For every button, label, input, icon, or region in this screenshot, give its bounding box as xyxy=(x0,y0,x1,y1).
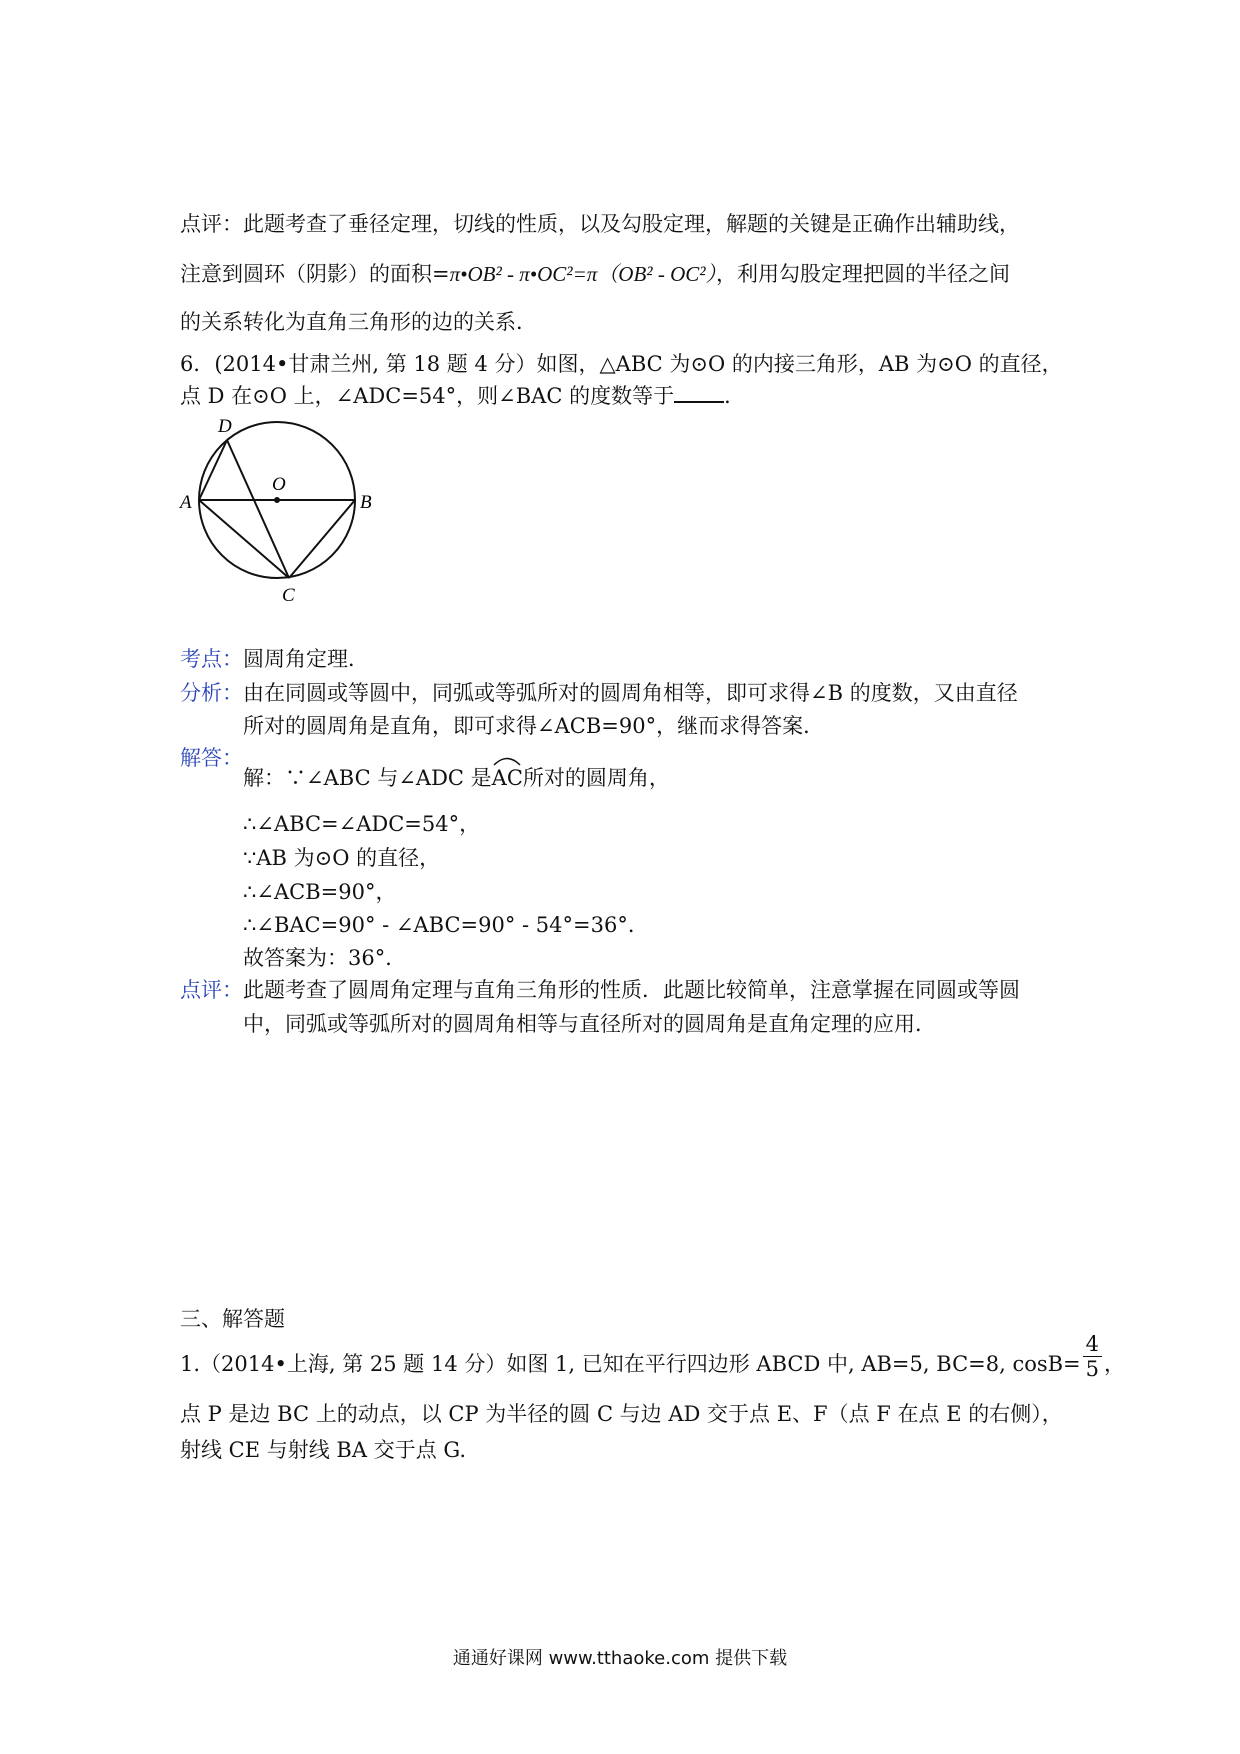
circle-figure xyxy=(172,418,392,608)
review-line-2-text-a: 注意到圆环（阴影）的面积= xyxy=(180,262,450,286)
jieda-label: 解答： xyxy=(180,746,243,770)
solution-line-1-text-b: 所对的圆周角， xyxy=(522,766,670,790)
label-c: C xyxy=(282,585,295,606)
solution-line-5: ∴∠BAC=90° - ∠ABC=90° - 54°=36°． xyxy=(243,913,649,937)
fenxi-line-2: 所对的圆周角是直角，即可求得∠ACB=90°，继而求得答案． xyxy=(243,714,825,738)
review-line-2 xyxy=(180,260,1010,288)
p1-line-1-text-b: ， xyxy=(1104,1352,1126,1376)
solution-line-3: ∵AB 为⊙O 的直径， xyxy=(243,846,441,870)
segment-da xyxy=(199,440,227,500)
solution-line-1-text-a: 解：∵∠ABC 与∠ADC 是 xyxy=(243,766,492,790)
solution-line-1 xyxy=(243,764,670,792)
area-formula: π•OB² - π•OC²=π（OB² - OC²） xyxy=(449,262,717,286)
dianping-line-1: 此题考查了圆周角定理与直角三角形的性质．此题比较简单，注意掌握在同圆或等圆 xyxy=(243,978,1020,1002)
p1-line-1-text-a: 1.（2014•上海, 第 25 题 14 分）如图 1, 已知在平行四边形 ABCD 中, AB=5, BC=8, cosB= xyxy=(180,1352,1081,1376)
dianping-label: 点评： xyxy=(180,978,243,1002)
fenxi-line-1: 由在同圆或等圆中，同弧或等弧所对的圆周角相等，即可求得∠B 的度数，又由直径 xyxy=(243,681,1018,705)
kaodian-label: 考点： xyxy=(180,647,243,671)
fraction-denominator: 5 xyxy=(1085,1357,1100,1381)
cosb-fraction xyxy=(1083,1332,1102,1381)
problem-6-line-2-end: ． xyxy=(724,384,746,408)
section-3-title: 三、解答题 xyxy=(180,1307,285,1331)
label-o: O xyxy=(272,474,286,495)
label-d: D xyxy=(218,418,232,437)
arc-icon xyxy=(492,754,522,766)
kaodian-text: 圆周角定理． xyxy=(243,647,369,671)
dianping-line-2: 中，同弧或等弧所对的圆周角相等与直径所对的圆周角是直角定理的应用． xyxy=(243,1012,936,1036)
kaodian-row xyxy=(180,645,369,673)
review-line-1: 点评：此题考查了垂径定理，切线的性质，以及勾股定理，解题的关键是正确作出辅助线， xyxy=(180,212,1020,236)
problem-6-line-2 xyxy=(180,382,745,410)
segment-dc xyxy=(227,440,289,578)
center-point-o xyxy=(274,497,280,503)
fraction-numerator: 4 xyxy=(1083,1332,1102,1357)
label-b: B xyxy=(360,492,372,513)
solution-line-2: ∴∠ABC=∠ADC=54°， xyxy=(243,812,481,836)
fenxi-label: 分析： xyxy=(180,681,243,705)
review-line-2-text-b: ，利用勾股定理把圆的半径之间 xyxy=(716,262,1011,286)
solution-line-4: ∴∠ACB=90°， xyxy=(243,880,397,904)
label-a: A xyxy=(180,492,192,513)
section-3-problem-1-line-1 xyxy=(180,1332,1126,1381)
problem-6-line-2-text: 点 D 在⊙O 上，∠ADC=54°，则∠BAC 的度数等于 xyxy=(180,384,675,408)
answer-blank xyxy=(674,383,724,403)
section-3-problem-1-line-3: 射线 CE 与射线 BA 交于点 G. xyxy=(180,1438,467,1462)
solution-line-6: 故答案为：36°． xyxy=(243,946,407,970)
page-footer: 通通好课网 www.tthaoke.com 提供下载 xyxy=(452,1648,788,1669)
arc-ac xyxy=(492,764,523,792)
problem-6-line-1: 6．(2014•甘肃兰州, 第 18 题 4 分）如图，△ABC 为⊙O 的内接三角形，AB 为⊙O 的直径， xyxy=(180,352,1063,376)
review-line-3: 的关系转化为直角三角形的边的关系． xyxy=(180,310,537,334)
segment-ac xyxy=(199,500,289,578)
section-3-problem-1-line-2: 点 P 是边 BC 上的动点，以 CP 为半径的圆 C 与边 AD 交于点 E、F（点 F 在点 E 的右侧）， xyxy=(180,1402,1063,1426)
arc-ac-label: AC xyxy=(491,766,523,790)
dianping-row xyxy=(180,976,1020,1004)
fenxi-row xyxy=(180,679,1018,707)
